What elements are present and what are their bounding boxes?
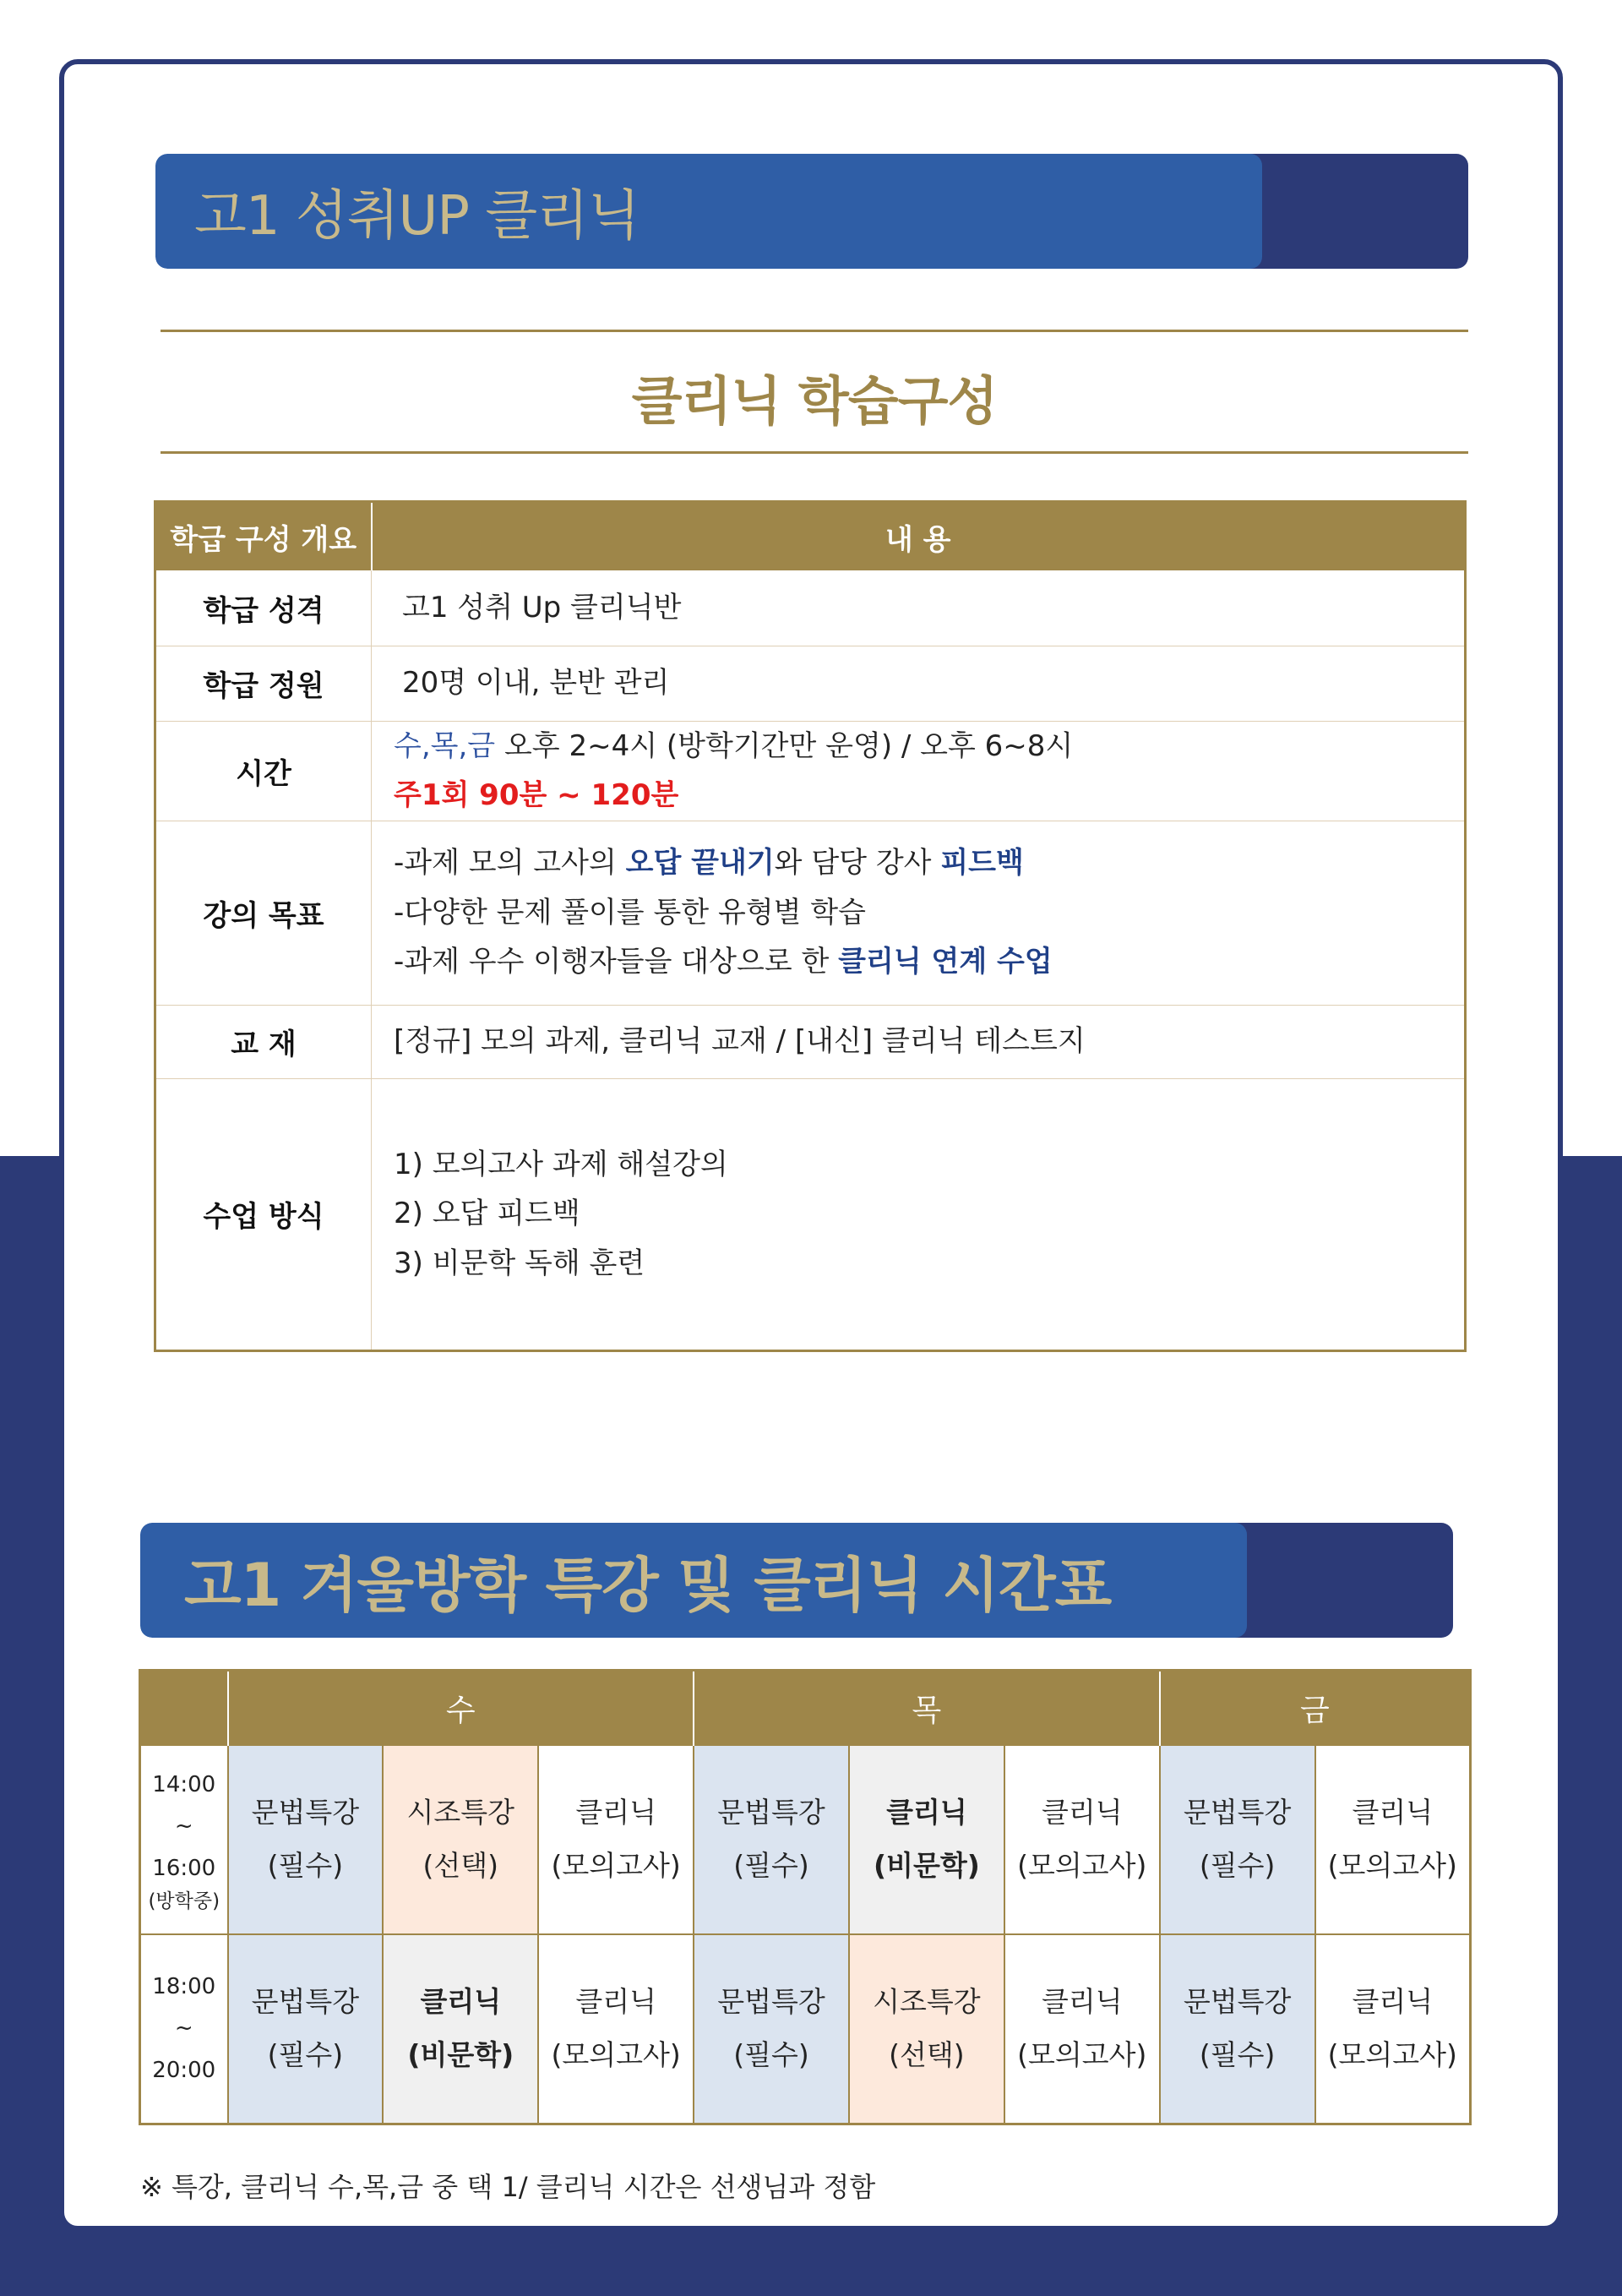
time-slot: 18:00 ~ 20:00 [140, 1934, 228, 2124]
row-label: 교 재 [155, 1005, 372, 1078]
table-row [155, 1078, 1466, 1350]
class-cell: 클리닉 (모의고사) [1315, 1745, 1471, 1934]
table-row [155, 570, 1466, 646]
class-cell: 클리닉 (모의고사) [538, 1934, 694, 2124]
row-content: 20명 이내, 분반 관리 [372, 646, 1466, 721]
row-label: 강의 목표 [155, 821, 372, 1005]
row-label: 학급 성격 [155, 570, 372, 646]
header-overview: 학급 구성 개요 [155, 502, 372, 571]
method-item: 3) 비문학 독해 훈련 [394, 1246, 645, 1280]
row-label: 수업 방식 [155, 1078, 372, 1350]
row-content: 고1 성취 Up 클리닉반 [372, 570, 1466, 646]
schedule-title: 고1 겨울방학 특강 및 클리닉 시간표 [184, 1550, 1112, 1620]
class-cell: 시조특강 (선택) [849, 1934, 1004, 2124]
class-cell: 문법특강 (필수) [228, 1934, 384, 2124]
main-title-banner [155, 154, 1468, 269]
time-line-2: 주1회 90분 ~ 120분 [394, 778, 679, 812]
table-row [155, 821, 1466, 1005]
goal-item: -과제 우수 이행자들을 대상으로 한 클리닉 연계 수업 [394, 945, 1053, 979]
header-day-fri: 금 [1160, 1671, 1471, 1746]
table-row [155, 646, 1466, 721]
days-text: 수,목,금 [394, 728, 496, 763]
goal-item: -과제 모의 고사의 오답 끝내기와 담당 강사 피드백 [394, 846, 1024, 881]
method-item: 2) 오답 피드백 [394, 1197, 580, 1231]
class-cell: 클리닉 (모의고사) [1004, 1745, 1160, 1934]
class-cell: 클리닉 (비문학) [849, 1745, 1004, 1934]
class-cell: 문법특강 (필수) [228, 1745, 384, 1934]
divider-bottom [161, 451, 1468, 454]
class-cell: 클리닉 (모의고사) [1004, 1934, 1160, 2124]
header-day-thu: 목 [694, 1671, 1160, 1746]
class-cell: 시조특강 (선택) [383, 1745, 538, 1934]
goal-item: -다양한 문제 풀이를 통한 유형별 학습 [394, 895, 866, 930]
section-title: 클리닉 학습구성 [631, 370, 998, 432]
row-content [372, 721, 1466, 821]
header-day-wed: 수 [228, 1671, 694, 1746]
class-info-table [154, 500, 1467, 1352]
time-line-1: 수,목,금 오후 2~4시 (방학기간만 운영) / 오후 6~8시 [394, 728, 1074, 763]
class-cell: 클리닉 (비문학) [383, 1934, 538, 2124]
header-corner [140, 1671, 228, 1746]
class-cell: 문법특강 (필수) [694, 1934, 849, 2124]
class-cell: 문법특강 (필수) [1160, 1934, 1315, 2124]
schedule-row [140, 1934, 1471, 2124]
time-slot: 14:00 ~ 16:00 (방학중) [140, 1745, 228, 1934]
row-label: 시간 [155, 721, 372, 821]
class-cell: 문법특강 (필수) [1160, 1745, 1315, 1934]
schedule-title-banner [140, 1523, 1453, 1638]
method-item: 1) 모의고사 과제 해설강의 [394, 1147, 728, 1181]
schedule-table [139, 1669, 1472, 2125]
row-content [372, 1078, 1466, 1350]
row-content: [정규] 모의 과제, 클리닉 교재 / [내신] 클리닉 테스트지 [372, 1005, 1466, 1078]
class-cell: 문법특강 (필수) [694, 1745, 849, 1934]
class-cell: 클리닉 (모의고사) [538, 1745, 694, 1934]
table-row [155, 721, 1466, 821]
class-cell: 클리닉 (모의고사) [1315, 1934, 1471, 2124]
row-content [372, 821, 1466, 1005]
main-title: 고1 성취UP 클리닉 [194, 185, 640, 248]
divider-top [161, 330, 1468, 332]
table-row [155, 1005, 1466, 1078]
header-content: 내 용 [372, 502, 1466, 571]
footnote: ※ 특강, 클리닉 수,목,금 중 택 1/ 클리닉 시간은 선생님과 정함 [140, 2171, 876, 2203]
schedule-row [140, 1745, 1471, 1934]
row-label: 학급 정원 [155, 646, 372, 721]
